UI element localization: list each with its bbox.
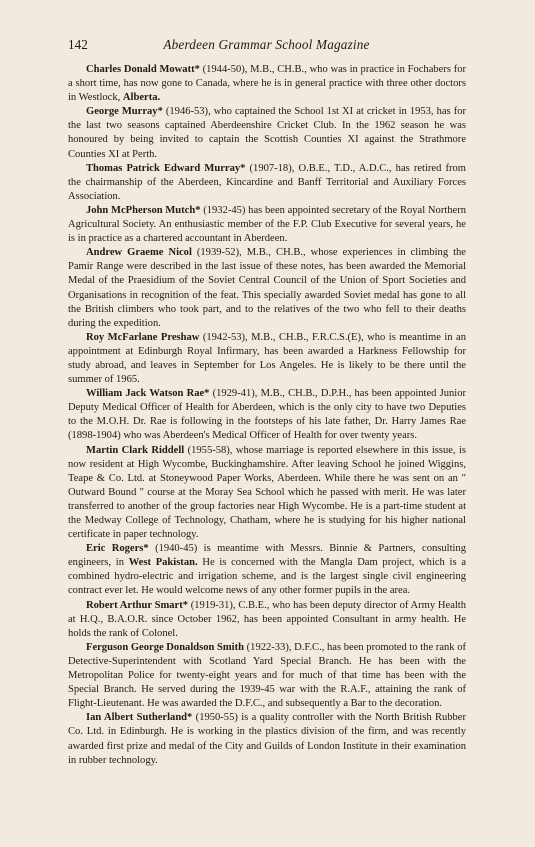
journal-title: Aberdeen Grammar School Magazine — [163, 37, 370, 52]
former-pupil-entry — [68, 711, 466, 767]
person-name: Ian Albert Sutherland* — [86, 712, 193, 724]
entry-text: (1955-58), whose marriage is reported elsewhere in this issue, is now resident at High Wycombe, Buckinghamshire. After leaving School he joined Wiggins, Teape & Co. Ltd. at Stoneywood Paper Works, Aberdeen. While there he was sent on an " Outward Bound " course at the Moray Sea School which he passed with merit. He was later transferred to another of the group factories near High Wycombe. He is a part-time student at the Medway College of Technology, Chatham, where he is studying for his higher national certificate in paper technology. — [68, 444, 466, 541]
former-pupil-entry — [68, 387, 466, 443]
person-name: Roy McFarlane Preshaw — [86, 331, 200, 343]
entry-text: (1946-53), who captained the School 1st XI at cricket in 1953, has for the last two seasons captained Aberdeenshire Cricket Club. In the 1962 season he was honoured by being invited to captain the Scottish Counties XI against the Strathmore Counties XI at Perth. — [68, 106, 466, 160]
location-highlight: Alberta. — [122, 92, 161, 104]
person-name: Thomas Patrick Edward Murray* — [86, 162, 246, 174]
former-pupil-entry — [68, 599, 466, 641]
notes-column — [68, 63, 466, 768]
former-pupil-entry — [68, 162, 466, 204]
entry-text: (1950-55) is a quality controller with the North British Rubber Co. Ltd. in Edinburgh. He is working in the plastics division of the firm, and was recently awarded first prize and medal of the City and Guilds of London Institute in their examination in rubber technology. — [68, 712, 466, 766]
entry-text: (1919-31), C.B.E., who has been deputy director of Army Health at H.Q., B.A.O.R. since October 1962, has been appointed Consultant in army health. He holds the rank of Colonel. — [68, 599, 467, 639]
entry-text: (1939-52), M.B., CH.B., whose experiences in climbing the Pamir Range were described in the last issue of these notes, has been awarded the Memorial Medal of the Praesidium of the Soviet Central Council of the Union of Sport Societies and Organisations in recognition of the feat. This specially awarded Soviet medal has gone to all the British climbers who took part, and to the relatives of the two who fell to their deaths during the expedition. — [68, 247, 466, 329]
former-pupil-entry — [68, 542, 466, 598]
entry-text: (1907-18), O.B.E., T.D., A.D.C., has retired from the chairmanship of the Aberdeen, Kincardine and Banff Territorial and Auxiliary Forces Association. — [68, 162, 466, 202]
entry-text: (1922-33), D.F.C., has been promoted to the rank of Detective-Superintendent with Scotland Yard Special Branch. He has been with the Metropolitan Police for twenty-eight years and for much of that time has been with the Special Branch. He served during the 1939-45 war with the R.A.F., attaining the rank of Flight-Lieutenant. He was awarded the D.F.C., and subsequently a Bar to the decoration. — [68, 641, 466, 710]
person-name: Martin Clark Riddell — [86, 444, 185, 456]
former-pupil-entry — [68, 641, 466, 711]
entry-text: (1932-45) has been appointed secretary of the Royal Northern Agricultural Society. An enthusiastic member of the F.P. Club Executive for several years, he is in practice as a chartered accountant in Aberdeen. — [68, 204, 466, 245]
entry-text: (1929-41), M.B., CH.B., D.P.H., has been appointed Junior Deputy Medical Officer of Health for Aberdeen, which is the only city to have two Deputies to the M.O.H. Dr. Rae is following in the footsteps of his late father, Dr. Harry James Rae (1898-1904) who was Aberdeen's Medical Officer of Health for over twenty years. — [68, 388, 466, 442]
former-pupil-entry — [68, 444, 466, 543]
person-name: Andrew Graeme Nicol — [86, 247, 192, 259]
location-highlight: West Pakistan. — [128, 557, 198, 569]
person-name: William Jack Watson Rae* — [86, 388, 210, 400]
person-name: Ferguson George Donaldson Smith — [86, 641, 244, 653]
page-number: 142 — [68, 37, 88, 52]
entry-text: (1944-50), M.B., CH.B., who was in practice in Fochabers for a short time, has now gone to Canada, where he is in general practice with three other doctors in Westlock, — [68, 64, 466, 104]
former-pupil-entry — [68, 204, 466, 246]
person-name: Eric Rogers* — [86, 543, 149, 555]
entry-text: (1942-53), M.B., CH.B., F.R.C.S.(E), who is meantime in an appointment at Edinburgh Royal Infirmary, has been awarded a Harkness Fellowship for study abroad, and leaves in September for Los Angeles. He is likely to be there until the summer of 1965. — [68, 331, 466, 386]
person-name: Charles Donald Mowatt* — [86, 64, 200, 75]
person-name: Robert Arthur Smart* — [86, 599, 188, 611]
entry-text: He is concerned with the Mangla Dam project, which is a combined hydro-electric and irrigation scheme, and is the largest single civil engineering contract ever let. He would welcome news of any other former pupils in the area. — [68, 557, 466, 597]
page-header — [68, 37, 465, 55]
entry-text: (1940-45) is meantime with Messrs. Binnie & Partners, consulting engineers, in — [68, 543, 466, 569]
former-pupil-entry — [68, 246, 466, 331]
former-pupil-entry — [68, 105, 466, 161]
person-name: George Murray* — [86, 106, 163, 118]
former-pupil-entry — [68, 331, 466, 387]
person-name: John McPherson Mutch* — [86, 204, 201, 216]
former-pupil-entry — [68, 63, 466, 105]
